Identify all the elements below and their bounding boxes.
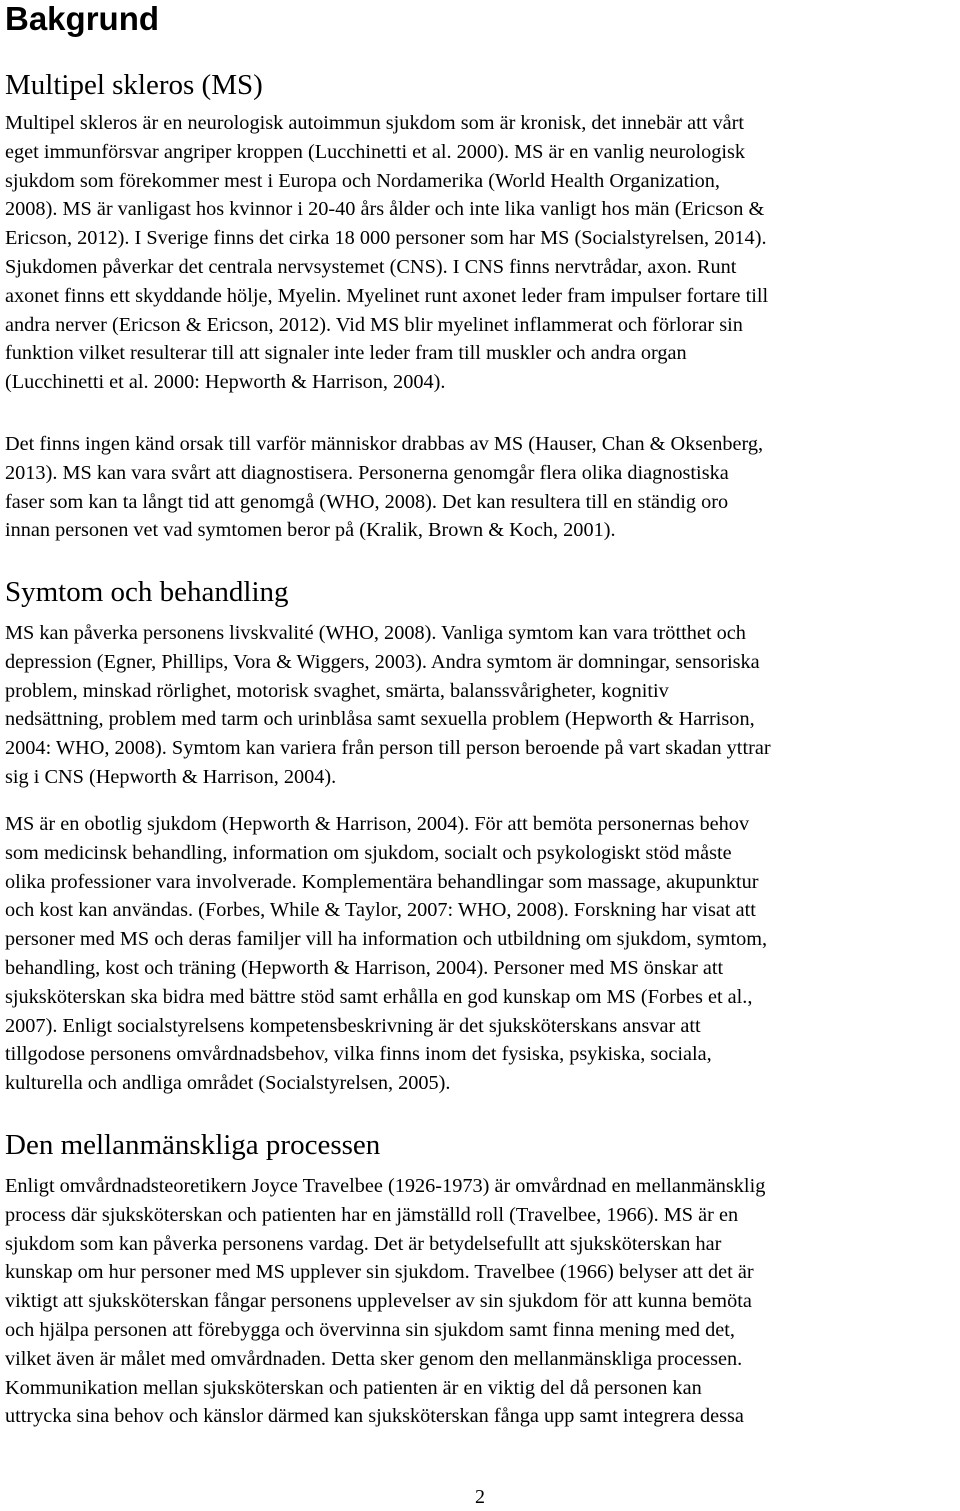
paragraph	[5, 619, 960, 792]
text-line: nedsättning, problem med tarm och urinblåsa samt sexuella problem (Hepworth & Harrison,	[5, 708, 755, 731]
text-line: och kost kan användas. (Forbes, While & Taylor, 2007: WHO, 2008). Forskning har visat att	[5, 899, 756, 922]
page-title: Bakgrund	[5, 0, 160, 37]
text-line: sjukdom som kan påverka personens vardag. Det är betydelsefullt att sjuksköterskan har	[5, 1232, 722, 1255]
section-heading-multipel-skleros: Multipel skleros (MS)	[5, 69, 263, 101]
text-line: axonet finns ett skyddande hölje, Myelin. Myelinet runt axonet leder fram impulser fortare till	[5, 284, 769, 307]
text-line: problem, minskad rörlighet, motorisk svaghet, smärta, balanssvårigheter, kognitiv	[5, 679, 669, 702]
text-line: process där sjuksköterskan och patienten har en jämställd roll (Travelbee, 1966). MS är en	[5, 1203, 739, 1226]
text-line: kulturella och andliga området (Socialstyrelsen, 2005).	[5, 1072, 451, 1095]
text-line: sjukdom som förekommer mest i Europa och Nordamerika (World Health Organization,	[5, 169, 720, 192]
paragraph	[5, 1172, 960, 1431]
text-line: som medicinsk behandling, information om sjukdom, socialt och psykologiskt stöd måste	[5, 841, 732, 864]
text-line: andra nerver (Ericson & Ericson, 2012). Vid MS blir myelinet inflammerat och förlorar sin	[5, 313, 743, 336]
text-line: kunskap om hur personer med MS upplever sin sjukdom. Travelbee (1966) belyser att det är	[5, 1261, 754, 1284]
text-line: faser som kan ta långt tid att genomgå (WHO, 2008). Det kan resultera till en ständig oro	[5, 490, 729, 513]
text-line: eget immunförsvar angriper kroppen (Lucchinetti et al. 2000). MS är en vanlig neurologisk	[5, 140, 746, 163]
paragraph	[5, 810, 960, 1098]
text-line: depression (Egner, Phillips, Vora & Wiggers, 2003). Andra symtom är domningar, sensoriska	[5, 650, 760, 673]
text-line: Det finns ingen känd orsak till varför människor drabbas av MS (Hauser, Chan & Oksenberg,	[5, 433, 764, 455]
text-line: tillgodose personens omvårdnadsbehov, vilka finns inom det fysiska, psykiska, sociala,	[5, 1043, 712, 1066]
text-line: behandling, kost och träning (Hepworth & Harrison, 2004). Personer med MS önskar att	[5, 956, 724, 979]
text-line: Multipel skleros är en neurologisk autoimmun sjukdom som är kronisk, det innebär att vårt	[5, 112, 745, 134]
text-line: Enligt omvårdnadsteoretikern Joyce Travelbee (1926-1973) är omvårdnad en mellanmänsklig	[5, 1175, 766, 1197]
text-line: 2007). Enligt socialstyrelsens kompetensbeskrivning är det sjuksköterskans ansvar att	[5, 1014, 701, 1037]
text-line: 2008). MS är vanligast hos kvinnor i 20-40 års ålder och inte lika vanligt hos män (Ericson &	[5, 198, 765, 221]
text-line: sjuksköterskan ska bidra med bättre stöd samt erhålla en god kunskap om MS (Forbes et al.,	[5, 985, 753, 1008]
section-heading-den-mellanmanskliga-processen: Den mellanmänskliga processen	[5, 1129, 381, 1161]
text-line: (Lucchinetti et al. 2000: Hepworth & Harrison, 2004).	[5, 371, 446, 394]
text-line: innan personen vet vad symtomen beror på (Kralik, Brown & Koch, 2001).	[5, 519, 616, 542]
text-line: uttrycka sina behov och känslor därmed kan sjuksköterskan fånga upp samt integrera dessa	[5, 1405, 744, 1428]
section-heading-symtom-och-behandling: Symtom och behandling	[5, 576, 289, 608]
paragraph	[5, 430, 960, 545]
text-line: Ericson, 2012). I Sverige finns det cirka 18 000 personer som har MS (Socialstyrelsen, 2014).	[5, 227, 767, 250]
text-line: sig i CNS (Hepworth & Harrison, 2004).	[5, 765, 337, 788]
text-line: och hjälpa personen att förebygga och övervinna sin sjukdom samt finna mening med det,	[5, 1318, 735, 1341]
paragraph	[5, 109, 960, 397]
text-line: viktigt att sjuksköterskan fångar personens upplevelser av sin sjukdom för att kunna bemöta	[5, 1290, 752, 1313]
text-line: olika professioner vara involverade. Komplementära behandlingar som massage, akupunktur	[5, 870, 759, 893]
text-line: funktion vilket resulterar till att signaler inte leder fram till muskler och andra organ	[5, 342, 687, 365]
text-line: 2004: WHO, 2008). Symtom kan variera från person till person beroende på vart skadan yttrar	[5, 737, 771, 760]
text-line: MS kan påverka personens livskvalité (WHO, 2008). Vanliga symtom kan vara trötthet och	[5, 622, 746, 644]
text-line: personer med MS och deras familjer vill ha information och utbildning om sjukdom, symtom,	[5, 928, 768, 951]
text-line: vilket även är målet med omvårdnaden. Detta sker genom den mellanmänskliga processen.	[5, 1347, 743, 1370]
text-line: Kommunikation mellan sjuksköterskan och patienten är en viktig del då personen kan	[5, 1376, 702, 1399]
text-line: Sjukdomen påverkar det centrala nervsystemet (CNS). I CNS finns nervtrådar, axon. Runt	[5, 255, 737, 278]
text-line: 2013). MS kan vara svårt att diagnostisera. Personerna genomgår flera olika diagnostiska	[5, 461, 729, 484]
page-number: 2	[475, 1486, 485, 1508]
text-line: MS är en obotlig sjukdom (Hepworth & Harrison, 2004). För att bemöta personernas behov	[5, 813, 750, 835]
